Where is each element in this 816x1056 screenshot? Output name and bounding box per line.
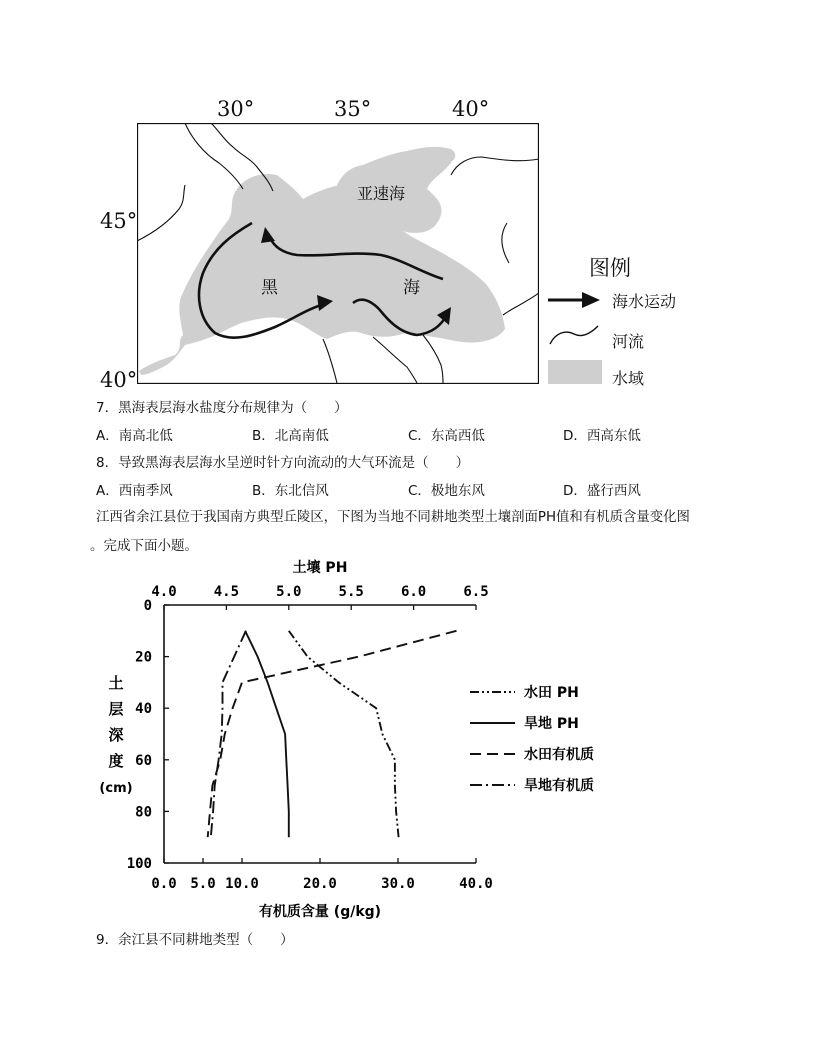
bottom-axis-tick-label: 0.0: [151, 876, 177, 892]
question-9-stem: 9．余江县不同耕地类型（ ）: [96, 932, 294, 948]
bottom-axis-tick-label: 40.0: [459, 876, 493, 892]
series-line-2: [245, 631, 289, 837]
y-axis-title-char: 深: [108, 726, 124, 744]
legend-label-water: 水域: [612, 369, 645, 388]
black-sea-label-1: 黑: [261, 278, 278, 298]
q8-option-b: B．东北信风: [252, 483, 329, 499]
y-axis-title-char: (cm): [99, 781, 133, 796]
legend-title: 图例: [589, 256, 631, 280]
black-sea-label-2: 海: [403, 278, 420, 298]
question-8-stem: 8．导致黑海表层海水呈逆时针方向流动的大气环流是（ ）: [96, 455, 470, 471]
lat-label-40: 40°: [100, 368, 138, 392]
q7-option-c: C．东高西低: [408, 428, 485, 444]
q7-option-d: D．西高东低: [563, 428, 641, 444]
intro-line-1: 江西省余江县位于我国南方典型丘陵区，下图为当地不同耕地类型土壤剖面PH值和有机质含量变化图: [96, 510, 690, 525]
bottom-axis-title: 有机质含量 (g/kg): [258, 904, 382, 920]
lon-label-40: 40°: [452, 97, 490, 121]
top-axis-tick-label: 4.0: [151, 584, 177, 600]
y-axis-tick-label: 20: [135, 649, 152, 666]
y-axis-tick-label: 0: [143, 598, 152, 614]
y-axis-title-char: 土: [108, 674, 124, 692]
legend-label-river: 河流: [612, 332, 645, 351]
lon-label-35: 35°: [334, 97, 372, 121]
series-line-1: [289, 631, 399, 837]
q7-option-a: A．南高北低: [96, 428, 173, 444]
legend-label-1: 水田 PH: [524, 685, 579, 701]
water-swatch-icon: [548, 360, 602, 384]
top-axis-tick-label: 6.5: [463, 584, 489, 600]
azov-sea-label: 亚速海: [357, 184, 406, 203]
top-axis-tick-label: 5.5: [338, 584, 364, 600]
y-axis-tick-label: 60: [135, 752, 152, 769]
top-axis-title: 土壤 PH: [292, 560, 348, 576]
question-7-stem: 7．黑海表层海水盐度分布规律为（ ）: [96, 400, 348, 416]
black-sea-map: [137, 123, 539, 384]
q7-option-b: B．北高南低: [252, 428, 329, 444]
legend-label-2: 旱地 PH: [524, 716, 579, 732]
y-axis-title-char: 度: [108, 752, 124, 770]
top-axis-tick-label: 5.0: [276, 584, 302, 600]
bottom-axis-tick-label: 30.0: [381, 876, 415, 892]
y-axis-tick-label: 100: [126, 856, 152, 872]
bottom-axis-tick-label: 5.0: [190, 876, 216, 892]
legend-label-3: 水田有机质: [524, 747, 594, 763]
top-axis-tick-label: 4.5: [213, 584, 240, 600]
series-line-4: [211, 631, 246, 837]
intro-line-2: 。完成下面小题。: [90, 538, 198, 554]
legend-label-current: 海水运动: [612, 292, 677, 311]
y-axis-tick-label: 80: [135, 804, 152, 821]
lat-label-45: 45°: [100, 209, 138, 233]
legend-label-4: 旱地有机质: [524, 778, 594, 794]
y-axis-title-char: 层: [108, 700, 124, 718]
y-axis-tick-label: 40: [135, 701, 152, 718]
q8-option-c: C．极地东风: [408, 483, 485, 499]
bottom-axis-tick-label: 20.0: [303, 876, 337, 892]
q8-option-d: D．盛行西风: [563, 483, 641, 499]
river-icon: [548, 322, 600, 348]
q8-option-a: A．西南季风: [96, 483, 173, 499]
arrow-icon: [546, 290, 602, 310]
series-line-3: [208, 631, 457, 837]
lon-label-30: 30°: [217, 97, 255, 121]
top-axis-tick-label: 6.0: [400, 584, 427, 600]
bottom-axis-tick-label: 10.0: [225, 876, 259, 892]
soil-profile-chart: [90, 550, 630, 920]
